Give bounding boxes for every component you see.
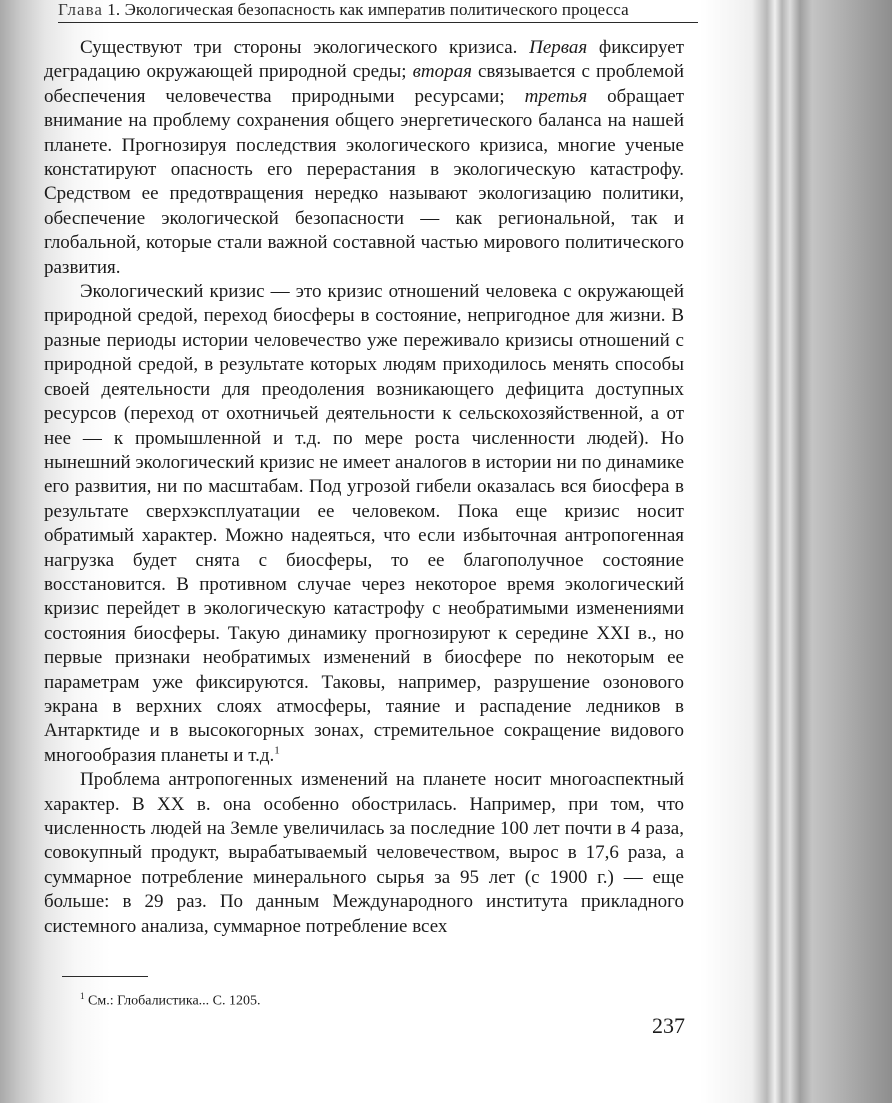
paragraph-2 (44, 280, 684, 768)
paragraph-3-text: Проблема антропогенных изменений на планете носит многоаспектный характер. В XX в. она особенно обострилась. Например, при том, что численность людей на Земле увеличилась за последние 100 лет почти в 4 раза, совокупный продукт, вырабатываемый человечеством, вырос в 17,6 раза, а суммарное потребление минерального сырья за 95 лет (с 1900 г.) — еще больше: в 29 раз. По данным Международного института прикладного системного анализа, суммарное потребление всех (44, 769, 684, 937)
paragraph-1-text-c: связывается с проблемой обеспечения человечества природными ресурсами; (44, 61, 685, 107)
running-head (58, 0, 698, 23)
paragraph-1-text-a: Существуют три стороны экологического кризиса. (80, 37, 518, 58)
running-head-prefix: Глава (58, 0, 103, 19)
emphasis-first: Первая (529, 37, 588, 58)
paragraph-1 (44, 36, 684, 280)
footnote-marker: 1 (80, 991, 85, 1001)
emphasis-second: вторая (412, 61, 472, 83)
paragraph-3 (44, 768, 684, 939)
body-text (44, 36, 684, 939)
page-number: 237 (652, 1013, 685, 1038)
footnote-separator (62, 976, 148, 977)
footnote-reference: 1 (274, 744, 280, 757)
paragraph-2-text: Экологический кризис — это кризис отношений человека с окружающей природной средой, переход биосферы в состояние, непригодное для жизни. В разные периоды истории человечество уже переживало кризисы отношений с природной средой, в результате которых людям приходилось менять способы своей деятельности для преодоления возникающего дефицита доступных ресурсов (переход от охотничьей деятельности к сельскохозяйственной, а от нее — к промышленной и т.д. по мере роста численности людей). Но нынешний экологический кризис не имеет аналогов в истории ни по динамике его развития, ни по масштабам. Под угрозой гибели оказалась вся биосфера в результате сверхэксплуатации ее человеком. Пока еще кризис носит обратимый характер. Можно надеяться, что если избыточная антропогенная нагрузка будет снята с биосферы, то ее благополучное состояние восстановится. В противном случае через некоторое время экологический кризис перейдет в экологическую катастрофу с необратимыми изменениями состояния биосферы. Такую динамику прогнозируют к середине XXI в., но первые признаки необратимых изменений в биосфере по некоторым ее параметрам уже фиксируются. Таковы, например, разрушение озонового экрана в верхних слоях атмосферы, таяние и распадение ледников в Антарктиде и в высокогорных зонах, стремительное сокращение видового многообразия планеты и т.д. (44, 281, 684, 766)
footnote (80, 987, 261, 1011)
emphasis-third: третья (524, 85, 588, 107)
footnote-text: См.: Глобалистика... С. 1205. (88, 993, 261, 1009)
paragraph-1-text-b: фиксирует деградацию окружающей природной среды; (44, 37, 684, 83)
paragraph-1-text-d: обращает внимание на проблему сохранения общего энергетического баланса на нашей планете. Прогнозируя последствия экологического кризиса, многие ученые констатируют опасность его перерастания в экологическую катастрофу. Средством ее предотвращения нередко называют экологизацию политики, обеспечение экологической безопасности — как региональной, так и глобальной, которые стали важной составной частью мирового политического развития. (44, 85, 685, 278)
running-head-title: 1. Экологическая безопасность как императив политического процесса (107, 0, 629, 19)
